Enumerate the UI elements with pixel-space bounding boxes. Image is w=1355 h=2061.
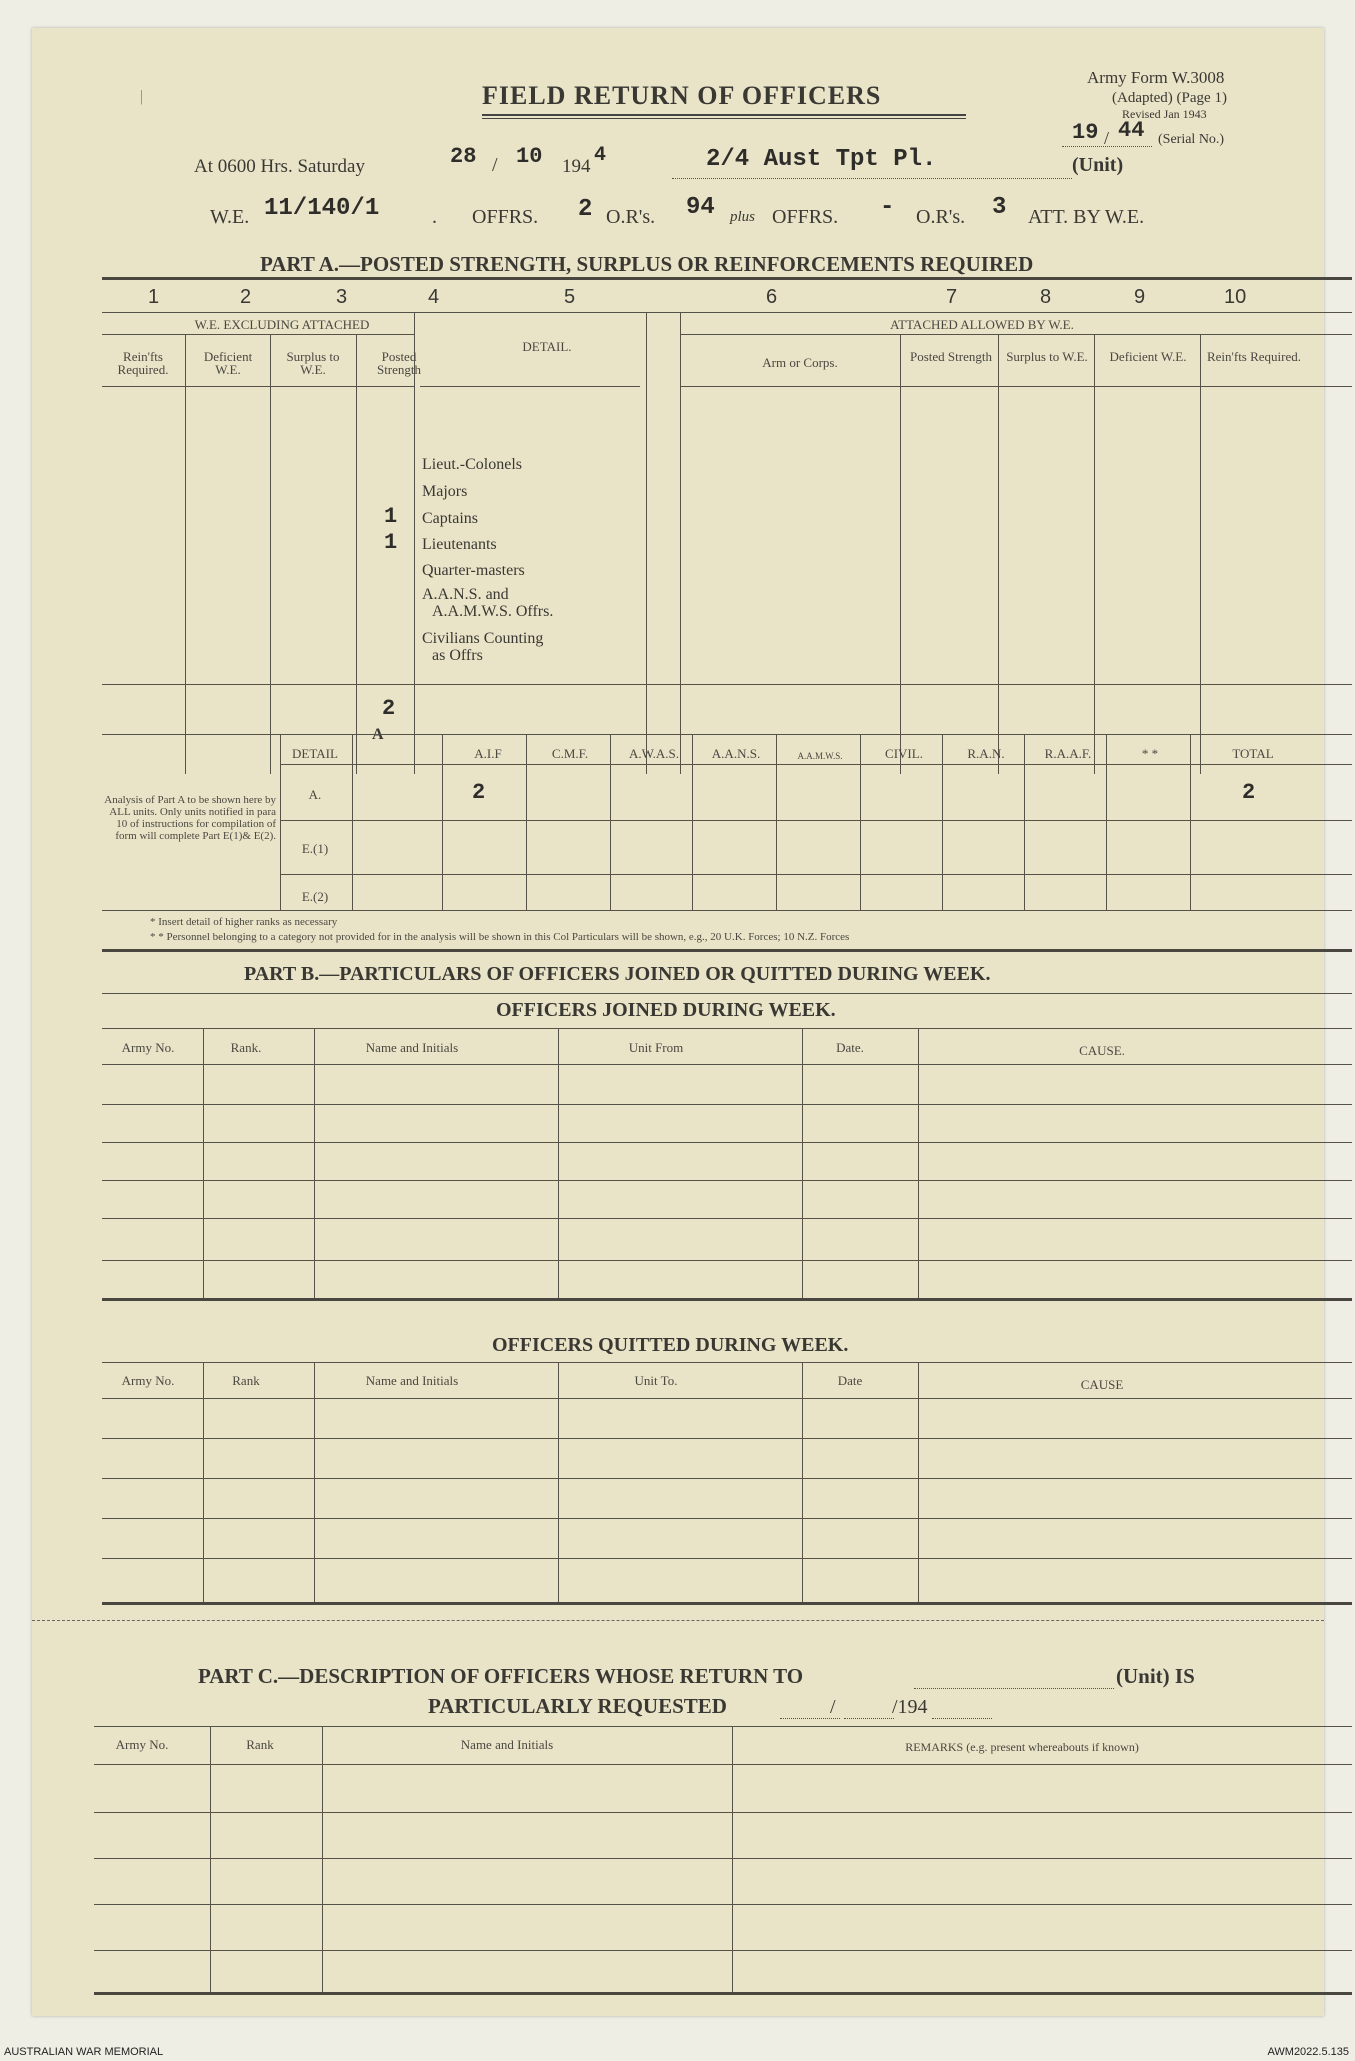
text-partA-col-numbers-8: 9 xyxy=(1134,286,1146,308)
text-partA-ranks-0: Lieut.-Colonels xyxy=(422,456,522,473)
rule-line xyxy=(102,334,414,335)
serial-number-value-2: 44 xyxy=(1118,118,1145,143)
text-analysis-headers-2: A.I.F xyxy=(474,746,502,761)
year-digit: 4 xyxy=(594,144,607,167)
offrs-label: OFFRS. xyxy=(472,206,539,228)
rule-line xyxy=(558,1362,559,1602)
text-analysis-headers-3: C.M.F. xyxy=(551,746,589,761)
text-partA-ranks-1: Majors xyxy=(422,483,468,500)
rule-line xyxy=(1062,146,1152,147)
form-paper: Army Form W.3008 (Adapted) (Page 1) Revised Jan 1943 FIELD RETURN OF OFFICERS 19 / 44 (Serial No.) At 0600 Hrs. Saturday 28 / 10 194 4 2/4 Aust Tpt Pl. (Unit) W.E. 11/140/1 . OFFRS. 2 O.R's. 94 plus OFFRS. - O.R's. 3 ATT. BY W.E. PART A.—POSTED STRENGTH, SURPLUS OR REINFORCEMENTS REQUIRED 1 2 3 4 5 6 7 8 9 10 W.E. EXCLUDING ATTACHED ATTACHED ALLOWED BY W.E. Rein'fts Required. Deficient W.E. Surplus to W.E. Posted Strength DETAIL. Arm or Corps. Posted Strength Surplus to W.E. Deficient W.E. Rein'fts Required. Lieut.-Colonels Majors Captains Lieutenants Quarter-masters A.A.N.S. and A.A.M.W.S. Offrs. Civilians Counting as Offrs 1 1 2 A Analysis of Part A to be shown here by ALL units. Only units notified in para 10 of instructions for compilation of form will complete Part E(1)& E(2). DETAIL A.I.F C.M.F. A.W.A.S. A.A.N.S. A.A.M.W.S. CIVIL. R.A.N. R.A.A.F. * * TOTAL A. 2 2 E.(1) E.(2) * Insert detail of higher ranks as necessary * * Personnel belonging to a category not provided for in the analysis will be shown in this Col Particulars will be shown, e.g., 20 U.K. Forces; 10 N.Z. Forces PART B.—PARTICULARS OF OFFICERS JOINED OR QUITTED DURING WEEK. OFFICERS JOINED DURING WEEK. Army No. Rank. Name and Initials Unit From Date. CAUSE. OFFICERS QUITTED DURING WEEK. Army No. Rank Name and Initials Unit To. Date CAUSE PART C.—DESCRIPTION OF OFFICERS WHOSE RETURN TO (Unit) IS PARTICULARLY REQUESTED / /194 Army No. Rank Name and Initials REMARKS (e.g. present whereabouts if known) | xyxy=(32,28,1324,2016)
rule-line xyxy=(102,386,414,387)
footnote-2: * * Personnel belonging to a category not provided for in the analysis will be shown in this Col Particulars will be shown, e.g., 20 U.K. Forces; 10 N.Z. Forces xyxy=(150,931,850,943)
text-partA-ranks-5: A.A.N.S. and xyxy=(422,586,509,603)
ors2-value: 3 xyxy=(992,194,1007,221)
rule-line xyxy=(102,1142,1352,1143)
text-partA-col-numbers-1: 2 xyxy=(240,286,252,308)
rule-line xyxy=(680,312,681,774)
part-c-title-2: PARTICULARLY REQUESTED xyxy=(428,1694,727,1718)
rule-line xyxy=(680,334,1352,335)
rule-line xyxy=(102,1602,1352,1605)
serial-number-value: 19 xyxy=(1072,120,1099,145)
text-analysis-headers-8: R.A.N. xyxy=(967,746,1005,761)
text-partA-h-posted: Posted Strength xyxy=(376,349,422,377)
rule-line xyxy=(102,1260,1352,1261)
rule-line xyxy=(94,1904,1352,1905)
unit-label: (Unit) xyxy=(1072,154,1124,176)
text-partC-slash: / xyxy=(830,1696,836,1718)
rule-line xyxy=(102,910,1352,911)
rule-line xyxy=(102,312,1352,313)
year-prefix: 194 xyxy=(562,156,591,177)
text-partB-quitted-headers-1: Rank xyxy=(232,1373,260,1388)
rule-line xyxy=(526,734,527,910)
rule-line xyxy=(102,1478,1352,1479)
rule-line xyxy=(776,734,777,910)
rule-line xyxy=(918,1362,919,1602)
part-a-title: PART A.—POSTED STRENGTH, SURPLUS OR REINFORCEMENTS REQUIRED xyxy=(260,252,1034,276)
adapted-note: (Adapted) (Page 1) xyxy=(1112,90,1227,106)
rule-line xyxy=(270,334,271,774)
rule-line xyxy=(918,1028,919,1298)
text-partC-headers-3: REMARKS (e.g. present whereabouts if known) xyxy=(905,1740,1139,1754)
rule-line xyxy=(680,386,1352,387)
text-partB-quitted-headers-5: CAUSE xyxy=(1080,1377,1124,1392)
text-partC-headers-2: Name and Initials xyxy=(460,1737,554,1752)
rule-line xyxy=(94,1764,1352,1765)
rule-line xyxy=(102,1518,1352,1519)
text-partB-quitted-headers-2: Name and Initials xyxy=(365,1373,459,1388)
text-partA-col-numbers-6: 7 xyxy=(946,286,958,308)
rule-line xyxy=(1094,334,1095,774)
unit-value: 2/4 Aust Tpt Pl. xyxy=(706,146,937,173)
joined-title: OFFICERS JOINED DURING WEEK. xyxy=(496,999,836,1021)
part-c-title: PART C.—DESCRIPTION OF OFFICERS WHOSE RETURN TO xyxy=(198,1664,804,1688)
rule-line xyxy=(102,277,1352,280)
text-analysis-headers-4: A.W.A.S. xyxy=(628,746,680,761)
rule-line xyxy=(102,1218,1352,1219)
text-analysis-rows-1: E.(1) xyxy=(301,841,329,856)
rule-line xyxy=(314,1028,315,1298)
rule-line xyxy=(314,1362,315,1602)
rule-line xyxy=(998,334,999,774)
rule-line xyxy=(185,334,186,774)
rule-line xyxy=(442,734,443,910)
text-partA-col-numbers-2: 3 xyxy=(336,286,348,308)
rule-line xyxy=(942,734,943,910)
text-analysis-headers-11: TOTAL xyxy=(1232,746,1274,761)
text-partA-h-surplus2: Surplus to W.E. xyxy=(1006,349,1088,364)
we-label: W.E. xyxy=(210,206,250,228)
rule-line xyxy=(482,118,966,119)
total-a-value: 2 xyxy=(1242,780,1256,805)
quitted-title: OFFICERS QUITTED DURING WEEK. xyxy=(492,1334,849,1356)
rule-line xyxy=(322,1726,323,1994)
text-partA-ranks-2: Captains xyxy=(422,510,478,527)
rule-line xyxy=(860,734,861,910)
form-title: FIELD RETURN OF OFFICERS xyxy=(482,81,882,110)
text-partA-col-numbers-7: 8 xyxy=(1040,286,1052,308)
day-value: 28 xyxy=(450,144,477,169)
ors-value: 94 xyxy=(686,194,715,221)
footer-right: AWM2022.5.135 xyxy=(1267,2046,1349,2058)
we-excluding-header: W.E. EXCLUDING ATTACHED xyxy=(194,317,370,332)
rule-line xyxy=(94,1992,1352,1995)
text-analysis-headers-10: * * xyxy=(1141,746,1159,761)
rule-line xyxy=(210,1726,211,1994)
text-partB-quitted-headers-4: Date xyxy=(837,1373,863,1388)
rule-line xyxy=(280,874,1352,875)
serial-label: (Serial No.) xyxy=(1158,132,1225,147)
rule-line xyxy=(610,734,611,910)
lieutenants-posted: 1 xyxy=(384,530,398,555)
text-analysis-rows-2: E.(2) xyxy=(301,889,329,904)
text-partA-col-numbers-0: 1 xyxy=(148,286,160,308)
text-partA-col-numbers-9: 10 xyxy=(1224,286,1247,308)
rule-line xyxy=(203,1362,204,1602)
rule-line xyxy=(102,734,1352,735)
text-analysis-headers-6: A.A.M.W.S. xyxy=(797,751,843,761)
rule-line xyxy=(1190,734,1191,910)
unit-is-label: (Unit) IS xyxy=(1116,1664,1195,1688)
attached-allowed-header: ATTACHED ALLOWED BY W.E. xyxy=(890,317,1074,332)
rule-line xyxy=(102,1362,1352,1363)
rule-line xyxy=(280,764,1352,765)
text-partA-h-surplus: Surplus to W.E. xyxy=(286,349,340,377)
text-partA-h-detail: DETAIL. xyxy=(522,339,572,354)
text-partA-col-numbers-5: 6 xyxy=(766,286,778,308)
offrs2-label: OFFRS. xyxy=(772,206,839,228)
text-partA-ranks-8: as Offrs xyxy=(432,647,483,664)
rule-line xyxy=(482,114,966,116)
rule-line xyxy=(102,1028,1352,1029)
text-analysis-headers-9: R.A.A.F. xyxy=(1044,746,1092,761)
text-partA-ranks-4: Quarter-masters xyxy=(422,562,525,579)
total-posted: 2 xyxy=(382,696,396,721)
we-value: 11/140/1 xyxy=(264,195,380,222)
rule-line xyxy=(646,312,647,774)
rule-line xyxy=(203,1028,204,1298)
aif-a-value: 2 xyxy=(472,780,486,805)
footer-left: AUSTRALIAN WAR MEMORIAL xyxy=(4,2046,164,2058)
rule-line xyxy=(102,684,1352,685)
rule-line xyxy=(900,334,901,774)
text-partA-h-deficient2: Deficient W.E. xyxy=(1109,349,1187,364)
text-partB-joined-headers-2: Name and Initials xyxy=(365,1040,459,1055)
footnote-1: * Insert detail of higher ranks as necessary xyxy=(150,916,338,928)
rule-line xyxy=(280,734,281,910)
offrs-value: 2 xyxy=(578,196,593,223)
rule-line xyxy=(558,1028,559,1298)
text-partA-h-arm: Arm or Corps. xyxy=(762,355,838,370)
rule-line xyxy=(672,178,1072,179)
rule-line xyxy=(280,820,1352,821)
text-partB-joined-headers-1: Rank. xyxy=(230,1040,262,1055)
rule-line xyxy=(94,1812,1352,1813)
rule-line xyxy=(102,1438,1352,1439)
text-analysis-rows-0: A. xyxy=(308,787,322,802)
rule-line xyxy=(102,1398,1352,1399)
rule-line xyxy=(352,734,353,910)
captains-posted: 1 xyxy=(384,504,398,529)
ors2-label: O.R's. xyxy=(916,206,966,228)
text-partB-quitted-headers-3: Unit To. xyxy=(634,1373,678,1388)
rule-line xyxy=(844,1718,894,1719)
plus-label: plus xyxy=(730,209,756,225)
text-partA-h-posted2: Posted Strength xyxy=(910,349,992,364)
rule-line xyxy=(102,1558,1352,1559)
offrs2-value: - xyxy=(880,194,895,221)
rule-line xyxy=(94,1726,1352,1727)
att-label: ATT. BY W.E. xyxy=(1028,206,1145,228)
text-partB-joined-headers-0: Army No. xyxy=(121,1040,175,1055)
rule-line xyxy=(356,334,357,774)
text-analysis-headers-0: DETAIL xyxy=(292,746,338,761)
text-partA-ranks-7: Civilians Counting xyxy=(422,630,544,647)
text-partA-col-numbers-3: 4 xyxy=(428,286,440,308)
text-partC-headers-0: Army No. xyxy=(115,1737,169,1752)
rule-line xyxy=(102,1104,1352,1105)
rule-line xyxy=(802,1028,803,1298)
text-partB-joined-headers-5: CAUSE. xyxy=(1079,1043,1125,1058)
text-partB-quitted-headers-0: Army No. xyxy=(121,1373,175,1388)
text-partA-ranks-6: A.A.M.W.S. Offrs. xyxy=(432,603,554,620)
rule-line xyxy=(102,1298,1352,1301)
rule-line xyxy=(102,1064,1352,1065)
part-b-title: PART B.—PARTICULARS OF OFFICERS JOINED OR QUITTED DURING WEEK. xyxy=(244,963,991,985)
text-partA-h-reinfts: Rein'fts Required. xyxy=(117,349,169,377)
rule-line xyxy=(1024,734,1025,910)
ors-label: O.R's. xyxy=(606,206,656,228)
rule-line xyxy=(932,1718,992,1719)
rule-line xyxy=(1200,334,1201,774)
rule-line xyxy=(802,1362,803,1602)
revised-note: Revised Jan 1943 xyxy=(1122,107,1207,121)
text-partB-joined-headers-3: Unit From xyxy=(628,1040,684,1055)
rule-line xyxy=(32,1620,1324,1621)
rule-line xyxy=(94,1950,1352,1951)
rule-line xyxy=(102,1180,1352,1181)
army-form-number: Army Form W.3008 xyxy=(1087,68,1225,87)
analysis-note: Analysis of Part A to be shown here by ALL units. Only units notified in para 10 of instructions for compilation of form will complete Part E(1)& E(2). xyxy=(104,794,276,842)
text-partC-year: /194 xyxy=(892,1696,928,1718)
rule-line xyxy=(94,1858,1352,1859)
text-partA-col-numbers-4: 5 xyxy=(564,286,576,308)
text-partC-headers-1: Rank xyxy=(246,1737,274,1752)
rule-line xyxy=(1106,734,1107,910)
rule-line xyxy=(102,993,1352,994)
at-label: At 0600 Hrs. Saturday xyxy=(194,156,365,177)
text-partA-h-deficient: Deficient W.E. xyxy=(203,349,253,377)
rule-line xyxy=(732,1726,733,1994)
rule-line xyxy=(420,386,640,387)
month-value: 10 xyxy=(516,144,543,169)
text-partB-joined-headers-4: Date. xyxy=(836,1040,864,1055)
rule-line xyxy=(692,734,693,910)
rule-line xyxy=(414,312,415,774)
rule-line xyxy=(914,1688,1114,1689)
text-analysis-headers-7: CIVIL. xyxy=(885,746,923,761)
text-partA-ranks-3: Lieutenants xyxy=(422,536,497,553)
rule-line xyxy=(102,949,1352,952)
text-partA-h-reinfts2: Rein'fts Required. xyxy=(1206,349,1302,364)
text-analysis-headers-5: A.A.N.S. xyxy=(711,746,761,761)
text-partA-total-mark: A xyxy=(372,726,384,743)
